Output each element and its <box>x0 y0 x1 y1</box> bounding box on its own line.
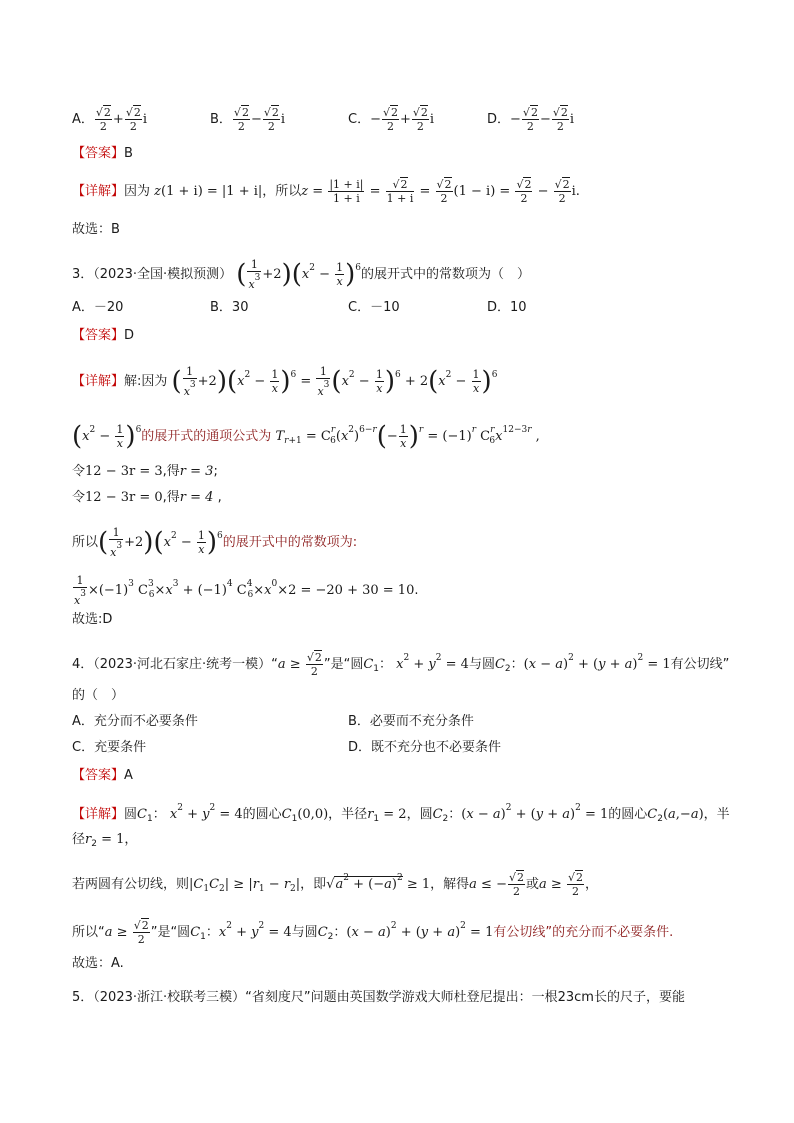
q2-option-c-expr: − $\frac{√2}{2}$ + $\frac{√2}{2}$ i <box>370 106 435 133</box>
q4-detail-1: 【详解】圆$C_1$： $x^2 + y^2 = 4$的圆心$C_1(0,0)$，半径$r_1 = 2$，圆$C_2$：$(x - a)^2 + (y + a)^2 = 1$的圆心$C_2(a,-a)$，半 <box>72 803 730 824</box>
q3-option-c: C．－10 <box>348 300 400 315</box>
answer-value: B <box>124 146 133 161</box>
q3-detail-1: 【详解】解:因为 ( $\frac{1}{x^3}$ $+2)(x^2$ − $\frac{1}{x}$ )$^6$ = $\frac{1}{x^3}$ ($x^2$ − $\frac{1}{x}$ )$^6 + 2(x^2$ − $\frac{1}{x}$ )$^6$ <box>72 365 498 398</box>
q3-option-a: A．－20 <box>72 300 124 315</box>
q2-option-b-expr: $\frac{√2}{2}$ − $\frac{√2}{2}$ i <box>233 106 286 133</box>
q4-option-d: D．既不充分也不必要条件 <box>348 740 502 755</box>
q2-option-a: A． $\frac{√2}{2}$ + $\frac{√2}{2}$ i <box>72 106 148 133</box>
q2-option-c: C．− $\frac{√2}{2}$ + $\frac{√2}{2}$ i <box>348 106 435 133</box>
q5-stem: 5．（2023·浙江·校联考三模）“省刻度尺”问题由英国数学游戏大师杜登尼提出：一根23cm长的尺子，要能 <box>72 990 685 1005</box>
q2-detail: 【详解】因为 z(1 + i) = |1 + i|，所以z = $\frac{|1 + i|}{1 + i}$ = $\frac{√2}{1 + i}$ = $\frac{√2}{2}$ (1 − i) = $\frac{√2}{2}$ − $\frac{√2}{2}$ i. <box>72 178 580 205</box>
q4-answer: 【答案】A <box>72 768 133 783</box>
q3-step-1: 令12 − 3r = 3,得r = 3; <box>72 464 218 479</box>
q4-detail-4: 所以“a ≥ $\frac{√2}{2}$ ”是“圆$C_1$：$x^2 + y^2 = 4$与圆$C_2$：$(x - a)^2 + (y + a)^2 = 1$有公切线”的充分而不必要条件. <box>72 919 674 946</box>
q2-option-a-expr: $\frac{√2}{2}$ + $\frac{√2}{2}$ i <box>95 106 148 133</box>
q4-detail-3: 若两圆有公切线，则$|C_1C_2| \ge |r_1 - r_2|$，即$√a^2 + (-a)^2 \ge 1$，解得a ≤ − $\frac{√2}{2}$ 或a ≥ $\frac{√2}{2}$ ， <box>72 871 598 898</box>
q4-conclusion: 故选：A. <box>72 956 124 971</box>
q3-calc: $\frac{1}{x^3}$ $\times(-1)^3$ $C^3_6\times x^3 + (-1)^4$ $C^4_6\times x^0\times 2 = -20 + 30 = 10$. <box>74 574 419 607</box>
q4-option-b: B．必要而不充分条件 <box>348 714 474 729</box>
q4-option-c: C．充要条件 <box>72 740 147 755</box>
q3-detail-2: ($x^2$ − $\frac{1}{x}$ )$^6$的展开式的通项公式为 $T_{r+1} = C^r_6(x^2)^{6-r}(-$ $\frac{1}{x}$ )$^r = (-1)^r$ $C^r_6x^{12-3r}$ , <box>72 421 540 452</box>
q3-stem-formula: ( $\frac{1}{x^3}$ $+2)(x^2$ − $\frac{1}{x}$ )$^6$ <box>236 258 362 291</box>
q2-detail-formula: z(1 + i) = |1 + i| <box>154 184 263 199</box>
q2-option-d: D．− $\frac{√2}{2}$ − $\frac{√2}{2}$ i <box>487 106 575 133</box>
q3-conclusion: 故选:D <box>72 612 113 627</box>
q4-stem: 4．（2023·河北石家庄·统考一模）“a ≥ $\frac{√2}{2}$ ”是“圆$C_1$： $x^2 + y^2 = 4$与圆$C_2$：$(x - a)^2 + (y + a)^2 = 1$有公切线” <box>72 651 730 678</box>
q3-option-d: D．10 <box>487 300 527 315</box>
q3-answer: 【答案】D <box>72 328 135 343</box>
q4-detail-2: 径$r_2 = 1$， <box>72 832 138 849</box>
q4-option-a: A．充分而不必要条件 <box>72 714 198 729</box>
q2-answer <box>72 144 133 164</box>
q3-so: 所以( $\frac{1}{x^3}$ $+2)(x^2$ − $\frac{1}{x}$ )$^6$的展开式中的常数项为: <box>72 526 358 559</box>
q2-option-b: B． $\frac{√2}{2}$ − $\frac{√2}{2}$ i <box>210 106 286 133</box>
answer-label: 【答案】 <box>72 146 125 161</box>
q2-option-d-expr: − $\frac{√2}{2}$ − $\frac{√2}{2}$ i <box>510 106 575 133</box>
q3-option-b: B．30 <box>210 300 249 315</box>
q2-conclusion: 故选：B <box>72 222 120 237</box>
q3-step-2: 令12 − 3r = 0,得r = 4 , <box>72 490 222 505</box>
q4-stem-tail: 的（ ） <box>72 688 125 703</box>
q3-stem: 3．（2023·全国·模拟预测） ( $\frac{1}{x^3}$ $+2)(x^2$ − $\frac{1}{x}$ )$^6$的展开式中的常数项为（ ） <box>72 258 531 291</box>
